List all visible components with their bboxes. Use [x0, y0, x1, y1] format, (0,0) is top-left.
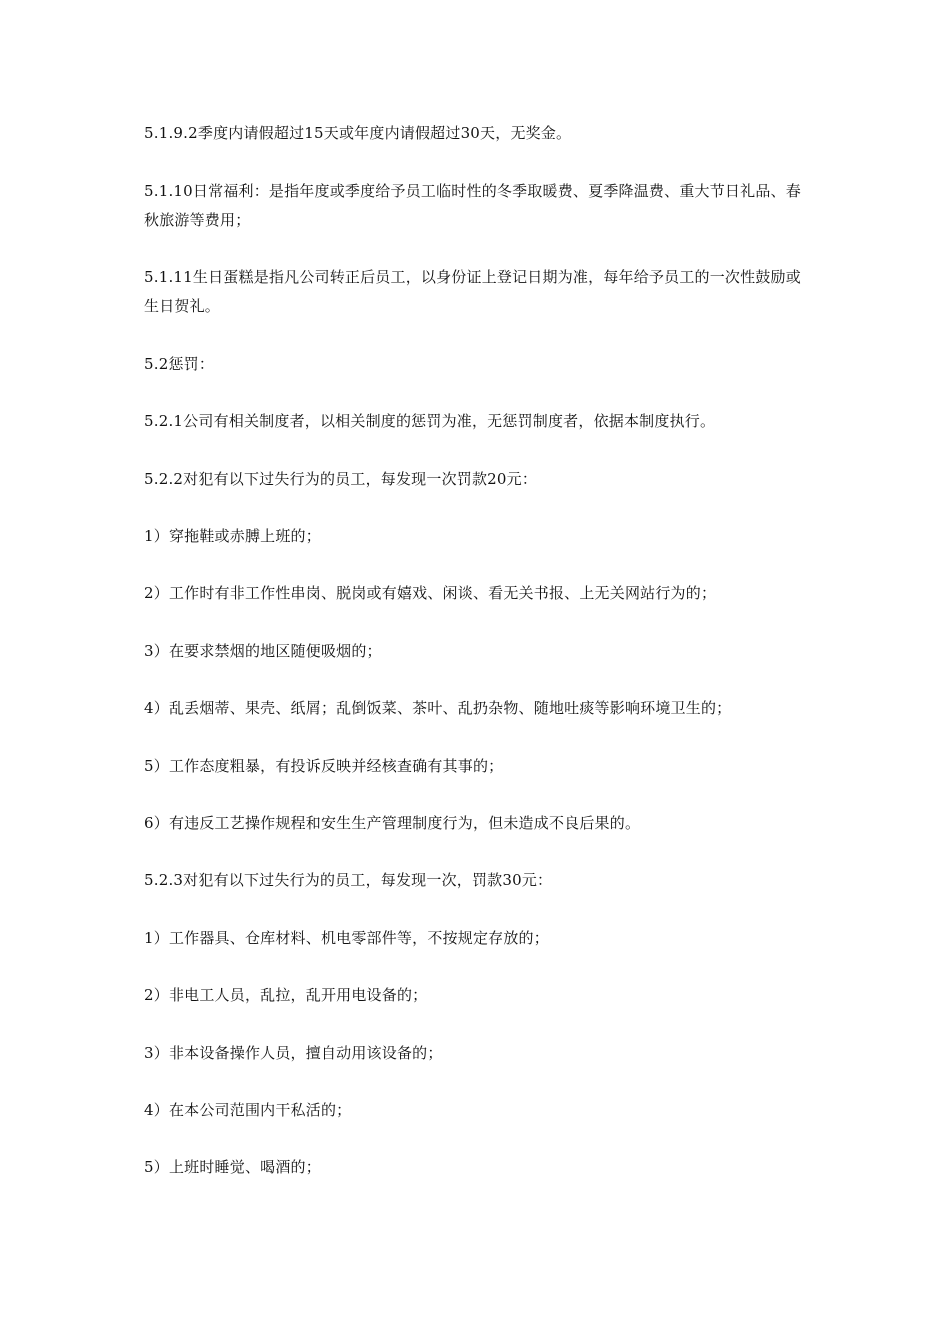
list-item-5-2-2-1: 1）穿拖鞋或赤膊上班的；: [144, 527, 321, 545]
list-item-5-2-3-3: 3）非本设备操作人员，擅自动用该设备的；: [144, 1044, 443, 1062]
list-item-5-2-2-4: 4）乱丢烟蒂、果壳、纸屑；乱倒饭菜、茶叶、乱扔杂物、随地吐痰等影响环境卫生的；: [144, 699, 732, 717]
paragraph-5-1-9-2: 5.1.9.2季度内请假超过15天或年度内请假超过30天，无奖金。: [144, 124, 572, 142]
paragraph-5-1-11: 5.1.11生日蛋糕是指凡公司转正后员工，以身份证上登记日期为准，每年给予员工的一次性鼓励或生日贺礼。: [144, 268, 801, 315]
paragraph-5-2-2: 5.2.2对犯有以下过失行为的员工，每发现一次罚款20元：: [144, 470, 538, 488]
paragraph-5-2-1: 5.2.1公司有相关制度者，以相关制度的惩罚为准，无惩罚制度者，依据本制度执行。: [144, 412, 716, 430]
list-item-5-2-2-3: 3）在要求禁烟的地区随便吸烟的；: [144, 642, 382, 660]
list-item-5-2-3-4: 4）在本公司范围内干私活的；: [144, 1101, 352, 1119]
paragraph-5-1-10: 5.1.10日常福利：是指年度或季度给予员工临时性的冬季取暖费、夏季降温费、重大节日礼品、春秋旅游等费用；: [144, 182, 801, 229]
list-item-5-2-3-1: 1）工作器具、仓库材料、机电零部件等，不按规定存放的；: [144, 929, 549, 947]
list-item-5-2-2-5: 5）工作态度粗暴，有投诉反映并经核查确有其事的；: [144, 757, 504, 775]
list-item-5-2-2-6: 6）有违反工艺操作规程和安生生产管理制度行为，但未造成不良后果的。: [144, 814, 641, 832]
list-item-5-2-2-2: 2）工作时有非工作性串岗、脱岗或有嬉戏、闲谈、看无关书报、上无关网站行为的；: [144, 584, 717, 602]
list-item-5-2-3-2: 2）非电工人员，乱拉，乱开用电设备的；: [144, 986, 428, 1004]
list-item-5-2-3-5: 5）上班时睡觉、喝酒的；: [144, 1158, 321, 1176]
heading-5-2-penalty: 5.2惩罚：: [144, 355, 215, 373]
paragraph-5-2-3: 5.2.3对犯有以下过失行为的员工，每发现一次，罚款30元：: [144, 871, 553, 889]
